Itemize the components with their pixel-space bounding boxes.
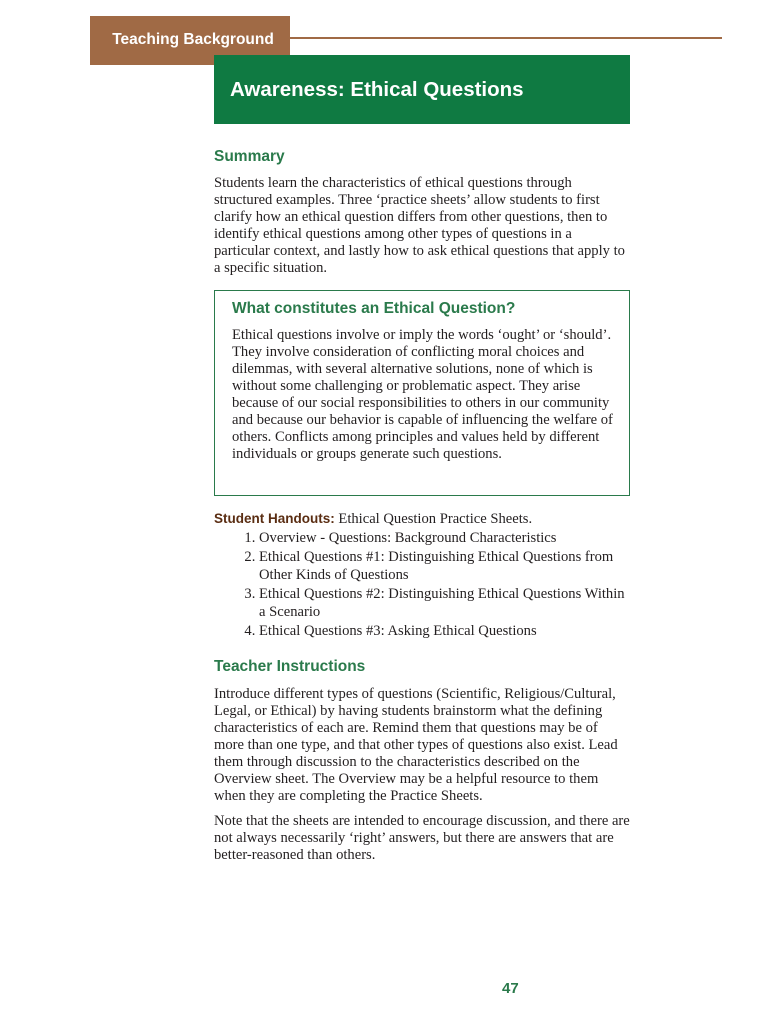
student-handouts	[214, 510, 630, 641]
teacher-instructions-paragraph: Introduce different types of questions (Scientific, Religious/Cultural, Legal, or Ethical) by having students brainstorm what the defining characteristics of each are. Remind them that questions may be of more than one type, and that other types of questions also exist. Lead them through discussion to the characteristics described on the Overview sheet. The Overview may be a helpful resource to them when they are completing the Practice Sheets.	[214, 686, 618, 804]
handouts-text: Ethical Question Practice Sheets.	[338, 511, 533, 527]
section-tab: Teaching Background	[90, 16, 290, 65]
summary-text: Students learn the characteristics of ethical questions through structured examples. Three ‘practice sheets’ allow students to first clarify how an ethical question differs from other questions, then to identify ethical questions among other types of questions in a particular context, and lastly how to ask ethical questions that apply to a specific situation.	[214, 175, 625, 276]
summary-heading: Summary	[214, 148, 285, 165]
page-title: Awareness: Ethical Questions	[214, 55, 630, 124]
handouts-list	[214, 529, 630, 640]
page-number: 47	[502, 980, 519, 997]
list-item: 3. Ethical Questions #2: Distinguishing Ethical Questions Within a Scenario	[259, 585, 630, 621]
definition-text: Ethical questions involve or imply the words ‘ought’ or ‘should’. They involve consideration of conflicting moral choices and dilemmas, with several alternative solutions, none of which is without some challenging or problematic aspect. They arise because of our social responsibilities to others in our community and because our behavior is capable of influencing the welfare of others. Conflicts among principles and values held by different individuals or groups generate such questions.	[232, 327, 613, 462]
definition-heading: What constitutes an Ethical Question?	[232, 300, 516, 317]
definition-box	[214, 290, 630, 496]
teacher-note-paragraph: Note that the sheets are intended to encourage discussion, and there are not always necessarily ‘right’ answers, but there are answers that are better-reasoned than others.	[214, 813, 630, 863]
list-item: 2. Ethical Questions #1: Distinguishing Ethical Questions from Other Kinds of Questions	[259, 548, 630, 584]
list-item: 4. Ethical Questions #3: Asking Ethical Questions	[259, 622, 630, 640]
handouts-label: Student Handouts:	[214, 511, 335, 526]
header-rule	[290, 37, 722, 39]
handouts-intro	[214, 510, 630, 528]
list-item: 1. Overview - Questions: Background Characteristics	[259, 529, 630, 547]
teacher-instructions-heading: Teacher Instructions	[214, 658, 366, 675]
